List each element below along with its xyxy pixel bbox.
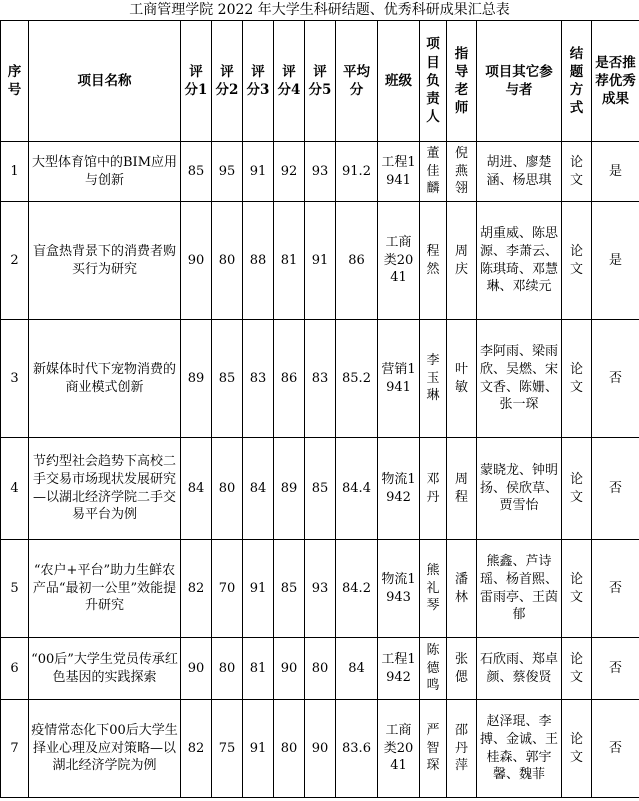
score-2: 80 — [212, 438, 243, 540]
header-cell: 评分4 — [274, 21, 305, 142]
score-3: 81 — [243, 638, 274, 700]
score-2: 80 — [212, 638, 243, 700]
completion-method: 论文 — [562, 320, 592, 438]
summary-table — [0, 20, 639, 798]
score-2: 70 — [212, 540, 243, 638]
class-name: 工商类2041 — [378, 202, 420, 320]
recommended-flag: 否 — [592, 638, 639, 700]
header-cell: 项目其它参与者 — [477, 21, 562, 142]
row-number: 1 — [1, 142, 29, 202]
average-score: 84.4 — [336, 438, 378, 540]
header-cell: 项目负责人 — [420, 21, 447, 142]
score-1: 90 — [181, 638, 212, 700]
score-3: 83 — [243, 320, 274, 438]
completion-method: 论文 — [562, 540, 592, 638]
project-name: “00后”大学生党员传承红色基因的实践探索 — [29, 638, 181, 700]
advisor: 叶敏 — [447, 320, 477, 438]
participants: 蒙晓龙、钟明扬、侯欣草、贾雪怡 — [477, 438, 562, 540]
header-cell: 评分3 — [243, 21, 274, 142]
header-cell: 班级 — [378, 21, 420, 142]
score-1: 89 — [181, 320, 212, 438]
class-name: 工程1941 — [378, 142, 420, 202]
score-1: 84 — [181, 438, 212, 540]
header-cell: 项目名称 — [29, 21, 181, 142]
row-number: 6 — [1, 638, 29, 700]
header-cell: 结题方式 — [562, 21, 592, 142]
class-name: 工程1942 — [378, 638, 420, 700]
participants: 胡重威、陈思源、李萧云、陈琪琦、邓慧琳、邓续元 — [477, 202, 562, 320]
project-leader: 李玉琳 — [420, 320, 447, 438]
score-3: 84 — [243, 438, 274, 540]
completion-method: 论文 — [562, 142, 592, 202]
advisor: 邵丹萍 — [447, 700, 477, 798]
project-leader: 严智琛 — [420, 700, 447, 798]
recommended-flag: 否 — [592, 540, 639, 638]
recommended-flag: 否 — [592, 700, 639, 798]
score-5: 93 — [305, 540, 336, 638]
advisor: 倪燕翎 — [447, 142, 477, 202]
score-4: 92 — [274, 142, 305, 202]
score-5: 90 — [305, 700, 336, 798]
header-cell: 平均分 — [336, 21, 378, 142]
table-row — [1, 142, 639, 202]
participants: 赵泽琨、李搏、金诚、王桂森、郭宇馨、魏菲 — [477, 700, 562, 798]
score-1: 90 — [181, 202, 212, 320]
participants: 石欣雨、郑卓颜、蔡俊贤 — [477, 638, 562, 700]
row-number: 4 — [1, 438, 29, 540]
score-3: 91 — [243, 142, 274, 202]
advisor: 周庆 — [447, 202, 477, 320]
header-cell: 评分2 — [212, 21, 243, 142]
score-5: 93 — [305, 142, 336, 202]
score-4: 86 — [274, 320, 305, 438]
recommended-flag: 是 — [592, 142, 639, 202]
participants: 李阿雨、梁雨欣、吴燃、宋文香、陈姗、张一琛 — [477, 320, 562, 438]
recommended-flag: 否 — [592, 438, 639, 540]
score-4: 89 — [274, 438, 305, 540]
score-2: 75 — [212, 700, 243, 798]
header-row — [1, 21, 639, 142]
project-leader: 程然 — [420, 202, 447, 320]
class-name: 物流1943 — [378, 540, 420, 638]
score-3: 91 — [243, 700, 274, 798]
score-2: 85 — [212, 320, 243, 438]
score-4: 85 — [274, 540, 305, 638]
header-cell: 是否推荐优秀成果 — [592, 21, 639, 142]
score-5: 85 — [305, 438, 336, 540]
average-score: 86 — [336, 202, 378, 320]
recommended-flag: 否 — [592, 320, 639, 438]
table-row — [1, 700, 639, 798]
participants: 熊鑫、芦诗瑶、杨首熙、雷雨亭、王茵郁 — [477, 540, 562, 638]
completion-method: 论文 — [562, 638, 592, 700]
project-leader: 董佳麟 — [420, 142, 447, 202]
advisor: 潘林 — [447, 540, 477, 638]
project-name: 大型体育馆中的BIM应用与创新 — [29, 142, 181, 202]
advisor: 张偲 — [447, 638, 477, 700]
table-row — [1, 202, 639, 320]
score-2: 80 — [212, 202, 243, 320]
score-1: 85 — [181, 142, 212, 202]
table-row — [1, 540, 639, 638]
average-score: 85.2 — [336, 320, 378, 438]
project-leader: 邓丹 — [420, 438, 447, 540]
average-score: 84 — [336, 638, 378, 700]
score-3: 91 — [243, 540, 274, 638]
score-1: 82 — [181, 700, 212, 798]
score-5: 83 — [305, 320, 336, 438]
header-cell: 序号 — [1, 21, 29, 142]
project-name: 新媒体时代下宠物消费的商业模式创新 — [29, 320, 181, 438]
class-name: 工商类2041 — [378, 700, 420, 798]
class-name: 营销1941 — [378, 320, 420, 438]
table-row — [1, 638, 639, 700]
score-5: 80 — [305, 638, 336, 700]
table-row — [1, 438, 639, 540]
header-cell: 评分5 — [305, 21, 336, 142]
row-number: 2 — [1, 202, 29, 320]
average-score: 84.2 — [336, 540, 378, 638]
average-score: 91.2 — [336, 142, 378, 202]
score-2: 95 — [212, 142, 243, 202]
header-cell: 评分1 — [181, 21, 212, 142]
project-leader: 熊礼琴 — [420, 540, 447, 638]
project-leader: 陈德鸣 — [420, 638, 447, 700]
average-score: 83.6 — [336, 700, 378, 798]
table-title: 工商管理学院 2022 年大学生科研结题、优秀科研成果汇总表 — [129, 2, 510, 18]
project-name: 节约型社会趋势下高校二手交易市场现状发展研究—以湖北经济学院二手交易平台为例 — [29, 438, 181, 540]
header-cell: 指导老师 — [447, 21, 477, 142]
project-name: 盲盒热背景下的消费者购买行为研究 — [29, 202, 181, 320]
recommended-flag: 是 — [592, 202, 639, 320]
row-number: 3 — [1, 320, 29, 438]
project-name: 疫情常态化下00后大学生择业心理及应对策略—以湖北经济学院为例 — [29, 700, 181, 798]
project-name: “农户+平台”助力生鲜农产品“最初一公里”效能提升研究 — [29, 540, 181, 638]
row-number: 7 — [1, 700, 29, 798]
table-row — [1, 320, 639, 438]
completion-method: 论文 — [562, 700, 592, 798]
participants: 胡进、廖楚涵、杨思琪 — [477, 142, 562, 202]
completion-method: 论文 — [562, 438, 592, 540]
completion-method: 论文 — [562, 202, 592, 320]
score-4: 81 — [274, 202, 305, 320]
class-name: 物流1942 — [378, 438, 420, 540]
score-5: 91 — [305, 202, 336, 320]
advisor: 周程 — [447, 438, 477, 540]
score-4: 80 — [274, 700, 305, 798]
row-number: 5 — [1, 540, 29, 638]
score-4: 90 — [274, 638, 305, 700]
score-3: 88 — [243, 202, 274, 320]
score-1: 82 — [181, 540, 212, 638]
